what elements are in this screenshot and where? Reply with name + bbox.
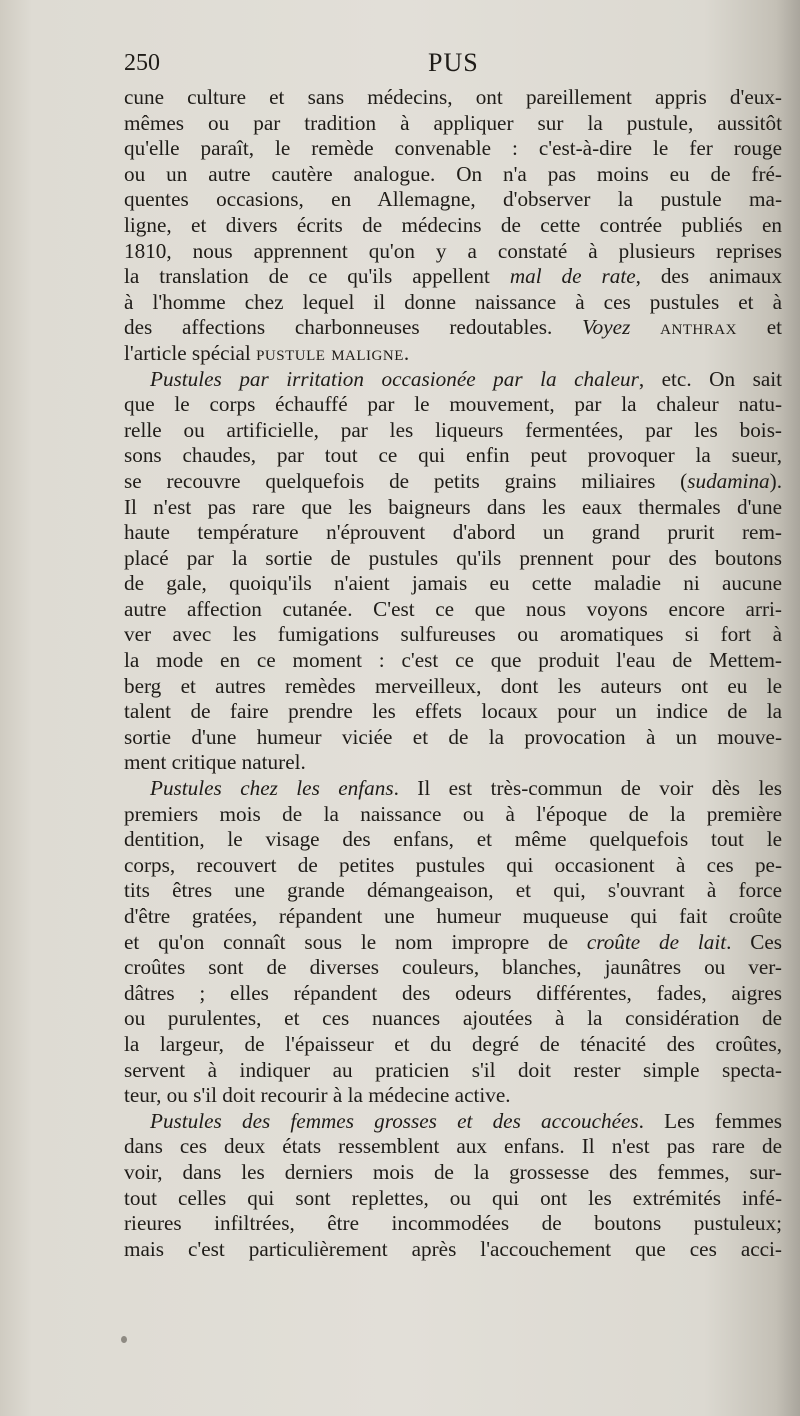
text-line bbox=[124, 1237, 782, 1263]
italic-text: Pustules par irritation occasionée par la chaleur bbox=[150, 366, 639, 391]
text-line bbox=[124, 1032, 782, 1058]
text-segment: dâtres ; elles répandent des odeurs différentes, fades, aigres bbox=[124, 980, 782, 1005]
text-segment: premiers mois de la naissance ou à l'époque de la première bbox=[124, 801, 782, 826]
text-segment: haute température n'éprouvent d'abord un grand prurit rem- bbox=[124, 520, 782, 545]
text-line bbox=[124, 213, 782, 239]
text-line bbox=[124, 597, 782, 623]
text-line bbox=[124, 495, 782, 521]
text-line bbox=[124, 239, 782, 265]
text-segment: rieures infiltrées, être incommodées de boutons pustuleux; bbox=[124, 1211, 782, 1236]
text-line bbox=[124, 341, 782, 367]
text-line bbox=[124, 290, 782, 316]
text-segment: sortie d'une humeur viciée et de la provocation à un mouve- bbox=[124, 724, 782, 749]
text-segment: . Les femmes bbox=[638, 1108, 782, 1133]
text-line bbox=[124, 520, 782, 546]
text-segment: qu'elle paraît, le remède convenable : c'est-à-dire le fer rouge bbox=[124, 136, 782, 161]
text-segment: relle ou artificielle, par les liqueurs fermentées, par les bois- bbox=[124, 417, 782, 442]
paper-speck bbox=[121, 1336, 127, 1343]
text-line bbox=[124, 367, 782, 393]
italic-text: Pustules chez les enfans bbox=[150, 776, 394, 801]
text-line bbox=[124, 904, 782, 930]
text-line bbox=[124, 776, 782, 802]
text-segment: dentition, le visage des enfans, et même quelquefois tout le bbox=[124, 827, 782, 852]
text-line bbox=[124, 469, 782, 495]
text-segment: ou purulentes, et ces nuances ajoutées à la considération de bbox=[124, 1006, 782, 1031]
text-line bbox=[124, 930, 782, 956]
text-line bbox=[124, 85, 782, 111]
text-segment: la translation de ce qu'ils appellent bbox=[124, 264, 510, 289]
text-segment: ment critique naturel. bbox=[124, 750, 306, 775]
text-segment: servent à indiquer au praticien s'il doit rester simple specta- bbox=[124, 1057, 782, 1082]
text-segment: ). bbox=[769, 468, 782, 493]
running-head: PUS bbox=[428, 48, 479, 77]
text-line bbox=[124, 622, 782, 648]
text-segment: . bbox=[403, 340, 410, 365]
text-segment bbox=[630, 315, 660, 339]
text-line bbox=[124, 392, 782, 418]
text-line bbox=[124, 418, 782, 444]
text-segment: tout celles qui sont replettes, ou qui ont les extrémités infé- bbox=[124, 1185, 782, 1210]
text-segment: teur, ou s'il doit recourir à la médecine active. bbox=[124, 1083, 511, 1108]
text-segment: cune culture et sans médecins, ont pareillement appris d'eux- bbox=[124, 85, 782, 109]
text-segment: mais c'est particulièrement après l'accouchement que ces acci- bbox=[124, 1236, 782, 1261]
text-segment: ou un autre cautère analogue. On n'a pas moins eu de fré- bbox=[124, 161, 782, 186]
text-segment: ver avec les fumigations sulfureuses ou aromatiques si fort à bbox=[124, 622, 782, 647]
text-line bbox=[124, 981, 782, 1007]
text-line bbox=[124, 827, 782, 853]
text-segment: voir, dans les derniers mois de la grossesse des femmes, sur- bbox=[124, 1159, 782, 1184]
text-line bbox=[124, 264, 782, 290]
text-segment: corps, recouvert de petites pustules qui occasionent à ces pe- bbox=[124, 852, 782, 877]
body-text bbox=[124, 85, 782, 1262]
text-line bbox=[124, 802, 782, 828]
text-segment: tits êtres une grande démangeaison, et qui, s'ouvrant à force bbox=[124, 878, 782, 903]
text-segment: , des animaux bbox=[635, 264, 782, 289]
text-segment: berg et autres remèdes merveilleux, dont les auteurs ont eu le bbox=[124, 673, 782, 698]
text-line bbox=[124, 750, 782, 776]
page-number: 250 bbox=[124, 50, 160, 76]
italic-text: mal de rate bbox=[509, 264, 636, 289]
text-segment: quentes occasions, en Allemagne, d'observer la pustule ma- bbox=[124, 187, 782, 212]
text-line bbox=[124, 1083, 782, 1109]
text-segment: autre affection cutanée. C'est ce que nous voyons encore arri- bbox=[124, 596, 782, 621]
text-line bbox=[124, 315, 782, 341]
text-line bbox=[124, 111, 782, 137]
text-segment: que le corps échauffé par le mouvement, par la chaleur natu- bbox=[124, 392, 782, 417]
page-header bbox=[124, 46, 764, 86]
text-line bbox=[124, 1134, 782, 1160]
text-line bbox=[124, 1058, 782, 1084]
text-segment: à l'homme chez lequel il donne naissance à ces pustules et à bbox=[124, 289, 782, 314]
text-segment: . Il est très-commun de voir dès les bbox=[393, 776, 782, 801]
text-line bbox=[124, 187, 782, 213]
text-segment: d'être gratées, répandent une humeur muqueuse qui fait croûte bbox=[124, 904, 782, 928]
text-line bbox=[124, 955, 782, 981]
text-line bbox=[124, 546, 782, 572]
text-line bbox=[124, 725, 782, 751]
text-segment: l'article spécial bbox=[124, 340, 257, 365]
text-segment: ligne, et divers écrits de médecins de cette contrée publiés en bbox=[124, 212, 782, 237]
italic-text: Voyez bbox=[582, 315, 631, 340]
small-caps-text: pustule maligne bbox=[256, 340, 404, 365]
text-segment: se recouvre quelquefois de petits grains miliaires ( bbox=[124, 468, 688, 493]
italic-text: Pustules des femmes grosses et des accouchées bbox=[150, 1108, 639, 1133]
text-segment: de gale, quoiqu'ils n'aient jamais eu cette maladie ni aucune bbox=[124, 571, 782, 596]
text-line bbox=[124, 136, 782, 162]
text-segment: des affections charbonneuses redoutables. bbox=[124, 315, 583, 340]
text-segment: croûtes sont de diverses couleurs, blanches, jaunâtres ou ver- bbox=[124, 955, 782, 980]
text-segment: placé par la sortie de pustules qu'ils prennent pour des boutons bbox=[124, 545, 782, 570]
text-line bbox=[124, 1006, 782, 1032]
text-line bbox=[124, 162, 782, 188]
text-line bbox=[124, 674, 782, 700]
text-line bbox=[124, 443, 782, 469]
text-line bbox=[124, 1211, 782, 1237]
text-line bbox=[124, 1109, 782, 1135]
text-segment: la mode en ce moment : c'est ce que produit l'eau de Mettem- bbox=[124, 648, 782, 673]
text-line bbox=[124, 878, 782, 904]
text-segment: et bbox=[736, 315, 782, 340]
italic-text: sudamina bbox=[687, 468, 770, 493]
text-line bbox=[124, 1160, 782, 1186]
text-segment: 1810, nous apprennent qu'on y a constaté à plusieurs reprises bbox=[124, 238, 782, 263]
text-segment: , etc. On sait bbox=[638, 366, 782, 391]
italic-text: croûte de lait bbox=[586, 929, 727, 954]
text-segment: . Ces bbox=[726, 929, 783, 954]
text-line bbox=[124, 648, 782, 674]
text-line bbox=[124, 699, 782, 725]
text-segment: Il n'est pas rare que les baigneurs dans les eaux thermales d'une bbox=[124, 494, 782, 519]
text-segment: talent de faire prendre les effets locaux pour un indice de la bbox=[124, 699, 782, 724]
text-segment: la largeur, de l'épaisseur et du degré de ténacité des croûtes, bbox=[124, 1031, 782, 1056]
text-segment: dans ces deux états ressemblent aux enfans. Il n'est pas rare de bbox=[124, 1134, 782, 1159]
text-line bbox=[124, 853, 782, 879]
text-segment: sons chaudes, par tout ce qui enfin peut provoquer la sueur, bbox=[124, 443, 782, 468]
small-caps-text: anthrax bbox=[660, 315, 737, 340]
text-segment: et qu'on connaît sous le nom impropre de bbox=[124, 929, 587, 954]
text-line bbox=[124, 1186, 782, 1212]
text-line bbox=[124, 571, 782, 597]
text-segment: mêmes ou par tradition à appliquer sur la pustule, aussitôt bbox=[124, 110, 782, 135]
